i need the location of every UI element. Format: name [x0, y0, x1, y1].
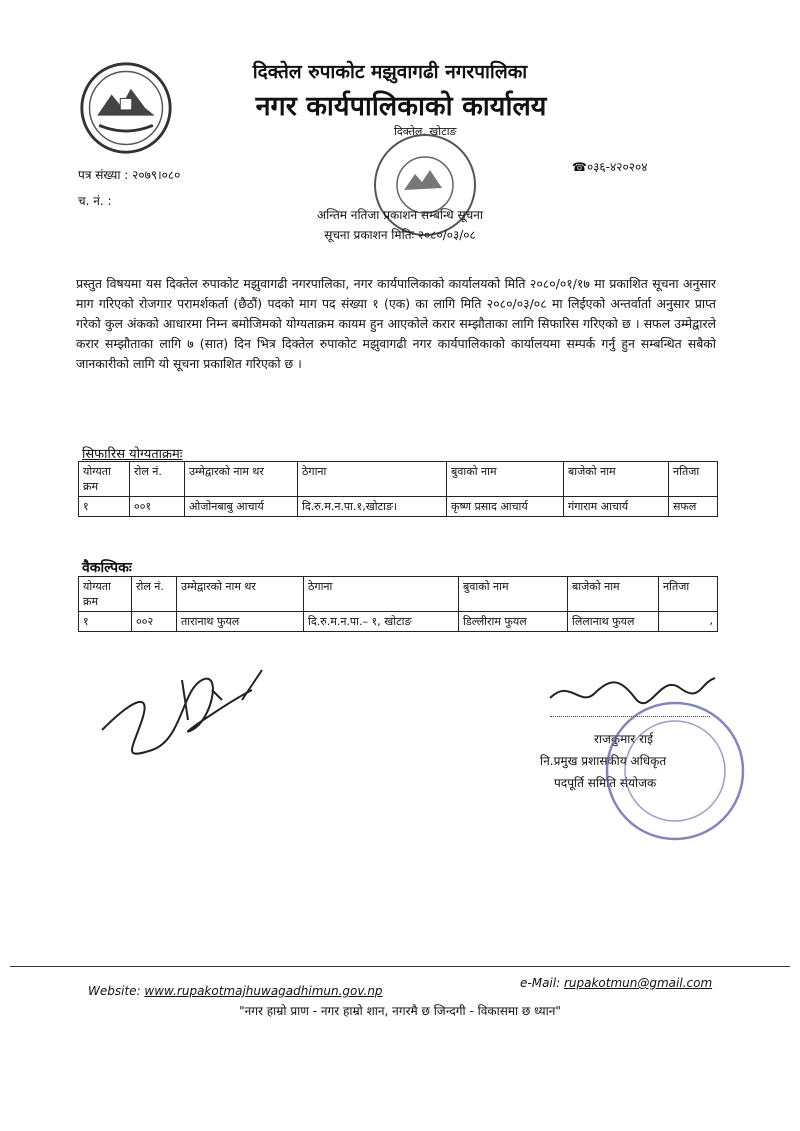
- alternate-table: [78, 576, 718, 632]
- table-cell: डिल्लीराम फुयल: [459, 612, 568, 632]
- table-cell: ००२: [132, 612, 177, 632]
- phone-number: ☎०३६-४२०२०४: [572, 160, 648, 174]
- footer-divider: [10, 966, 790, 967]
- website-link[interactable]: www.rupakotmajhuwagadhimun.gov.np: [144, 984, 383, 998]
- alternate-heading: वैकल्पिकः: [82, 560, 132, 576]
- table-cell: ००१: [130, 497, 185, 517]
- email-link[interactable]: rupakotmun@gmail.com: [563, 976, 713, 990]
- table-cell: ओजोनबाबु आचार्य: [185, 497, 298, 517]
- header-cell: नतिजा: [659, 577, 718, 612]
- office-seal-stamp: [370, 130, 480, 240]
- letter-number: पत्र संख्या : २०७९।०८०: [78, 168, 181, 182]
- table-header-row: [79, 462, 718, 497]
- table-row: [79, 612, 718, 632]
- table-row: [79, 497, 718, 517]
- recommended-table: [78, 461, 718, 517]
- dispatch-number: च. नं. :: [78, 194, 112, 208]
- table-cell: दि.रु.म.न.पा.– १, खोटाङ: [304, 612, 459, 632]
- notice-subject: अन्तिम नतिजा प्रकाशन सम्बन्धि सूचना: [316, 208, 483, 222]
- round-official-seal: [600, 696, 750, 846]
- signatory-post: पदपूर्ति समिति संयोजक: [554, 776, 657, 790]
- email-row: [520, 976, 712, 990]
- signatory-title: नि.प्रमुख प्रशासकीय अधिकृत: [540, 754, 667, 768]
- header-cell: ठेगाना: [298, 462, 447, 497]
- table-cell: १: [79, 497, 130, 517]
- header-cell: नतिजा: [669, 462, 718, 497]
- table-cell: गंगाराम आचार्य: [564, 497, 669, 517]
- recommended-heading: सिफारिस योग्यताक्रमः: [82, 447, 183, 462]
- table-cell: दि.रु.म.न.पा.१,खोटाङ।: [298, 497, 447, 517]
- header-cell: उम्मेद्वारको नाम थर: [177, 577, 304, 612]
- signatory-name: राजकुमार राई: [594, 732, 654, 746]
- nepal-emblem-logo: [78, 60, 174, 156]
- header-cell: बाजेको नाम: [564, 462, 669, 497]
- table-cell: ,: [659, 612, 718, 632]
- header-cell: रोल नं.: [130, 462, 185, 497]
- table-cell: १: [79, 612, 132, 632]
- header-cell: बुवाको नाम: [447, 462, 564, 497]
- notice-body: प्रस्तुत विषयमा यस दिक्तेल रुपाकोट मझुवागढी नगरपालिका, नगर कार्यपालिकाको कार्यालयको मिति २०८०/०१/१७ मा प्रकाशित सूचना अनुसार माग गरिएको रोजगार परामर्शकर्ता (छैठौं) पदको माग पद संख्या १ (एक) का लागि मिति २०८०/०३/०८ मा लिईएको अन्तर्वार्ता अनुसार प्राप्त गरेको कुल अंकको आधारमा निम्न बमोजिमको योग्यताक्रम कायम हुन आएकोले करार सम्झौताका लागि सिफारिस गरिएको छ । सफल उम्मेद्वारले करार सम्झौताका लागि ७ (सात) दिन भित्र दिक्तेल रुपाकोट मझुवागढी नगर कार्यपालिकाको कार्यालयमा सम्पर्क गर्नु हुन सम्बन्धित सबैको जानकारीको लागि यो सूचना प्रकाशित गरिएको छ ।: [76, 276, 716, 371]
- header-cell: बुवाको नाम: [459, 577, 568, 612]
- notice-date: सूचना प्रकाशन मितिः २०८०/०३/०८: [324, 228, 476, 242]
- org-name: दिक्तेल रुपाकोट मझुवागढी नगरपालिका: [252, 61, 528, 83]
- website-row: [88, 984, 383, 998]
- table-cell: कृष्ण प्रसाद आचार्य: [447, 497, 564, 517]
- header-cell: योग्यता क्रम: [79, 462, 130, 497]
- table-header-row: [79, 577, 718, 612]
- handwritten-signature-left: [92, 660, 282, 770]
- header-cell: उम्मेद्वारको नाम थर: [185, 462, 298, 497]
- website-label: Website:: [88, 984, 141, 998]
- header-cell: रोल नं.: [132, 577, 177, 612]
- table-cell: लिलानाथ फुयल: [568, 612, 659, 632]
- table-cell: सफल: [669, 497, 718, 517]
- email-label: e-Mail:: [520, 976, 561, 990]
- office-name: नगर कार्यपालिकाको कार्यालय: [255, 91, 547, 122]
- header-cell: योग्यता क्रम: [79, 577, 132, 612]
- table-cell: तारानाथ फुयल: [177, 612, 304, 632]
- footer-slogan: "नगर हाम्रो प्राण - नगर हाम्रो शान, नगरमै छ जिन्दगी - विकासमा छ ध्यान": [239, 1004, 561, 1018]
- office-location: दिक्तेल, खोटाङ: [394, 125, 457, 138]
- header-cell: ठेगाना: [304, 577, 459, 612]
- header-cell: बाजेको नाम: [568, 577, 659, 612]
